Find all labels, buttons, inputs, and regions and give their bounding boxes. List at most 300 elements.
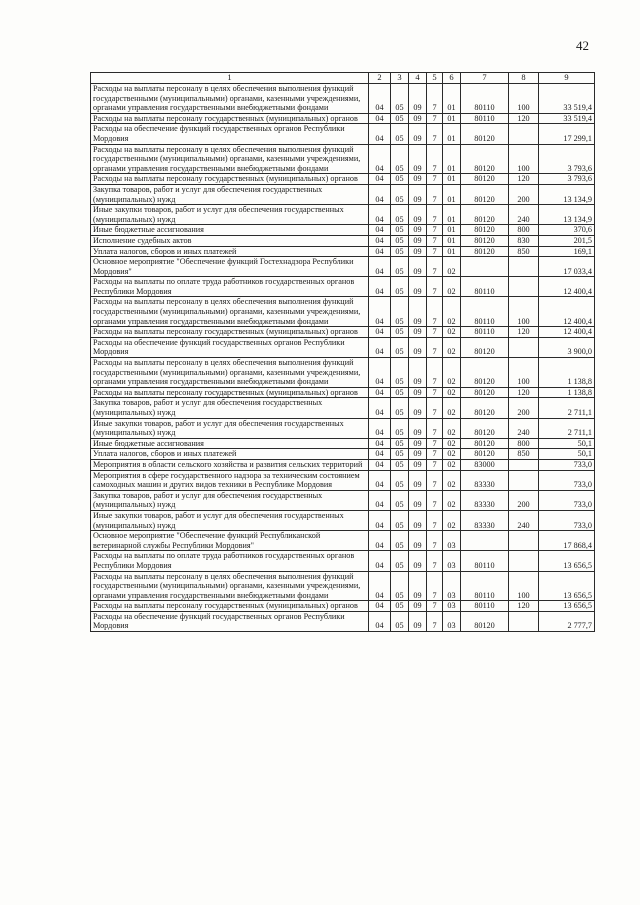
row-code-cell: 04 [369,531,391,551]
row-code-cell: 05 [391,571,409,601]
row-code-cell: 05 [391,490,409,510]
row-code-cell: 04 [369,277,391,297]
row-sum-cell: 13 134,9 [539,184,595,204]
row-code-cell: 83330 [461,510,509,530]
row-sum-cell: 733,0 [539,510,595,530]
table-row [91,235,595,246]
row-code-cell: 02 [443,387,461,398]
row-code-cell: 05 [391,246,409,257]
row-code-cell: 04 [369,327,391,338]
row-name-cell: Иные бюджетные ассигнования [91,225,369,236]
row-sum-cell: 733,0 [539,459,595,470]
row-code-cell: 100 [509,84,539,114]
row-name-cell: Расходы на обеспечение функций государственных органов Республики Мордовия [91,337,369,357]
row-code-cell: 02 [443,337,461,357]
row-code-cell: 09 [409,174,427,185]
row-name-cell: Расходы на выплаты персоналу государственных (муниципальных) органов [91,113,369,124]
row-name-cell: Мероприятия в сфере государственного надзора за техническим состоянием самоходных машин и других видов техники в Республике Мордовия [91,470,369,490]
row-name-cell: Расходы на выплаты по оплате труда работников государственных органов Республики Мордовия [91,277,369,297]
row-code-cell: 120 [509,113,539,124]
row-name-cell: Уплата налогов, сборов и иных платежей [91,246,369,257]
row-sum-cell: 13 656,5 [539,571,595,601]
row-code-cell [509,531,539,551]
row-name-cell: Закупка товаров, работ и услуг для обеспечения государственных (муниципальных) нужд [91,184,369,204]
row-name-cell: Расходы на выплаты по оплате труда работников государственных органов Республики Мордовия [91,551,369,571]
row-code-cell: 09 [409,438,427,449]
table-row [91,611,595,631]
row-code-cell: 05 [391,531,409,551]
column-header: 8 [509,73,539,84]
table-row [91,387,595,398]
table-row [91,531,595,551]
row-sum-cell: 13 656,5 [539,601,595,612]
row-code-cell: 01 [443,235,461,246]
row-code-cell: 09 [409,297,427,327]
row-code-cell: 7 [427,235,443,246]
row-sum-cell: 17 033,4 [539,257,595,277]
row-code-cell: 09 [409,113,427,124]
row-sum-cell: 370,6 [539,225,595,236]
row-code-cell: 05 [391,277,409,297]
row-code-cell: 80120 [461,418,509,438]
row-code-cell: 7 [427,358,443,388]
row-name-cell: Закупка товаров, работ и услуг для обеспечения государственных (муниципальных) нужд [91,398,369,418]
row-code-cell: 80120 [461,184,509,204]
row-code-cell: 04 [369,297,391,327]
row-code-cell: 03 [443,531,461,551]
row-code-cell: 09 [409,571,427,601]
table-row [91,113,595,124]
row-code-cell: 05 [391,510,409,530]
page-number: 42 [576,38,589,53]
row-code-cell: 80110 [461,551,509,571]
row-code-cell: 05 [391,611,409,631]
row-code-cell: 02 [443,459,461,470]
row-sum-cell: 13 656,5 [539,551,595,571]
row-sum-cell: 17 868,4 [539,531,595,551]
column-header: 5 [427,73,443,84]
row-code-cell: 830 [509,235,539,246]
row-code-cell: 04 [369,601,391,612]
table-row [91,337,595,357]
table-row [91,84,595,114]
row-code-cell: 09 [409,205,427,225]
row-code-cell: 04 [369,257,391,277]
row-code-cell: 09 [409,449,427,460]
row-name-cell: Расходы на выплаты персоналу в целях обеспечения выполнения функций государственными (муниципальными) органами, казенными учреждениями, органами управления государственными внебюджетными фондами [91,358,369,388]
table-row [91,449,595,460]
table-row [91,358,595,388]
row-code-cell: 04 [369,246,391,257]
row-code-cell: 04 [369,235,391,246]
row-code-cell: 80120 [461,205,509,225]
table-row [91,459,595,470]
row-code-cell: 7 [427,510,443,530]
row-code-cell: 09 [409,277,427,297]
column-header: 3 [391,73,409,84]
row-code-cell: 02 [443,297,461,327]
row-code-cell [509,337,539,357]
row-code-cell: 09 [409,225,427,236]
row-code-cell: 04 [369,459,391,470]
row-code-cell: 01 [443,84,461,114]
row-code-cell: 02 [443,277,461,297]
row-code-cell: 04 [369,205,391,225]
row-code-cell: 7 [427,601,443,612]
row-code-cell: 05 [391,113,409,124]
table-row [91,327,595,338]
row-code-cell: 200 [509,398,539,418]
row-sum-cell: 733,0 [539,490,595,510]
row-code-cell: 05 [391,358,409,388]
row-code-cell: 04 [369,84,391,114]
row-code-cell: 04 [369,418,391,438]
row-code-cell: 04 [369,225,391,236]
row-code-cell: 7 [427,327,443,338]
row-code-cell: 80110 [461,601,509,612]
row-code-cell: 09 [409,510,427,530]
row-name-cell: Иные закупки товаров, работ и услуг для обеспечения государственных (муниципальных) нужд [91,418,369,438]
row-code-cell: 80110 [461,297,509,327]
row-sum-cell: 12 400,4 [539,297,595,327]
row-name-cell: Расходы на обеспечение функций государственных органов Республики Мордовия [91,611,369,631]
row-code-cell: 120 [509,601,539,612]
row-code-cell: 7 [427,205,443,225]
row-code-cell: 80120 [461,144,509,174]
row-name-cell: Расходы на выплаты персоналу в целях обеспечения выполнения функций государственными (муниципальными) органами, казенными учреждениями, органами управления государственными внебюджетными фондами [91,84,369,114]
row-code-cell: 80120 [461,174,509,185]
row-code-cell: 09 [409,144,427,174]
table-body [91,84,595,632]
row-code-cell: 7 [427,246,443,257]
row-code-cell: 01 [443,174,461,185]
row-code-cell: 09 [409,257,427,277]
row-code-cell: 100 [509,144,539,174]
row-code-cell [461,257,509,277]
row-code-cell: 05 [391,470,409,490]
row-code-cell: 09 [409,327,427,338]
row-code-cell: 01 [443,225,461,236]
row-code-cell: 09 [409,398,427,418]
row-code-cell: 04 [369,490,391,510]
row-code-cell: 02 [443,449,461,460]
row-code-cell [509,470,539,490]
row-name-cell: Расходы на выплаты персоналу государственных (муниципальных) органов [91,601,369,612]
row-code-cell: 02 [443,510,461,530]
row-code-cell: 03 [443,571,461,601]
row-code-cell: 05 [391,235,409,246]
row-code-cell: 04 [369,611,391,631]
row-code-cell: 7 [427,184,443,204]
row-code-cell: 09 [409,184,427,204]
row-name-cell: Иные закупки товаров, работ и услуг для обеспечения государственных (муниципальных) нужд [91,205,369,225]
row-code-cell: 7 [427,124,443,144]
row-code-cell: 80120 [461,246,509,257]
row-code-cell: 04 [369,387,391,398]
row-code-cell: 09 [409,84,427,114]
row-code-cell: 05 [391,205,409,225]
row-code-cell: 80120 [461,124,509,144]
row-code-cell: 09 [409,611,427,631]
row-sum-cell: 13 134,9 [539,205,595,225]
table-row [91,246,595,257]
row-code-cell: 200 [509,184,539,204]
row-code-cell: 05 [391,144,409,174]
row-name-cell: Мероприятия в области сельского хозяйства и развития сельских территорий [91,459,369,470]
row-code-cell: 09 [409,601,427,612]
row-code-cell: 04 [369,358,391,388]
row-code-cell: 7 [427,459,443,470]
table-row [91,225,595,236]
row-code-cell: 80110 [461,113,509,124]
row-name-cell: Расходы на выплаты персоналу в целях обеспечения выполнения функций государственными (муниципальными) органами, казенными учреждениями, органами управления государственными внебюджетными фондами [91,571,369,601]
column-header: 4 [409,73,427,84]
row-name-cell: Иные закупки товаров, работ и услуг для обеспечения государственных (муниципальных) нужд [91,510,369,530]
row-code-cell: 05 [391,418,409,438]
row-code-cell: 05 [391,225,409,236]
row-code-cell: 01 [443,144,461,174]
row-code-cell: 09 [409,387,427,398]
row-code-cell: 240 [509,205,539,225]
row-name-cell: Расходы на выплаты персоналу государственных (муниципальных) органов [91,327,369,338]
row-sum-cell: 12 400,4 [539,327,595,338]
row-code-cell [509,257,539,277]
row-code-cell [509,611,539,631]
row-code-cell: 05 [391,449,409,460]
table-row [91,510,595,530]
row-code-cell: 03 [443,601,461,612]
row-code-cell: 02 [443,358,461,388]
row-sum-cell: 2 711,1 [539,398,595,418]
row-code-cell: 01 [443,246,461,257]
table-header-row [91,73,595,84]
row-code-cell: 80120 [461,358,509,388]
row-code-cell: 83330 [461,490,509,510]
table-row [91,297,595,327]
row-code-cell: 02 [443,490,461,510]
row-code-cell: 7 [427,490,443,510]
column-header: 1 [91,73,369,84]
row-code-cell: 800 [509,225,539,236]
row-code-cell [509,124,539,144]
row-code-cell: 7 [427,144,443,174]
row-code-cell: 05 [391,257,409,277]
row-code-cell: 05 [391,297,409,327]
row-code-cell: 80120 [461,449,509,460]
row-sum-cell: 2 777,7 [539,611,595,631]
row-code-cell: 04 [369,449,391,460]
row-sum-cell: 3 793,6 [539,144,595,174]
row-code-cell: 03 [443,551,461,571]
row-code-cell: 7 [427,225,443,236]
row-code-cell: 7 [427,449,443,460]
row-code-cell: 04 [369,551,391,571]
row-name-cell: Расходы на выплаты персоналу государственных (муниципальных) органов [91,174,369,185]
row-code-cell: 80110 [461,277,509,297]
row-code-cell: 05 [391,438,409,449]
table-row [91,571,595,601]
row-code-cell: 7 [427,470,443,490]
table-row [91,184,595,204]
row-name-cell: Расходы на выплаты персоналу в целях обеспечения выполнения функций государственными (муниципальными) органами, казенными учреждениями, органами управления государственными внебюджетными фондами [91,144,369,174]
row-code-cell: 7 [427,531,443,551]
row-code-cell: 04 [369,144,391,174]
row-code-cell: 7 [427,387,443,398]
table-row [91,438,595,449]
row-code-cell: 01 [443,184,461,204]
table-row [91,601,595,612]
row-name-cell: Расходы на выплаты персоналу государственных (муниципальных) органов [91,387,369,398]
row-code-cell: 80110 [461,327,509,338]
row-code-cell: 02 [443,398,461,418]
table-row [91,490,595,510]
row-code-cell: 7 [427,84,443,114]
row-code-cell: 04 [369,470,391,490]
row-code-cell: 02 [443,327,461,338]
row-code-cell: 120 [509,174,539,185]
row-code-cell: 7 [427,571,443,601]
column-header: 6 [443,73,461,84]
row-code-cell: 7 [427,174,443,185]
row-code-cell: 05 [391,184,409,204]
row-code-cell: 100 [509,297,539,327]
row-code-cell: 240 [509,418,539,438]
row-sum-cell: 2 711,1 [539,418,595,438]
row-sum-cell: 33 519,4 [539,84,595,114]
row-code-cell: 80120 [461,611,509,631]
row-sum-cell: 33 519,4 [539,113,595,124]
row-code-cell: 04 [369,184,391,204]
row-code-cell: 80120 [461,337,509,357]
row-code-cell: 80110 [461,571,509,601]
table-row [91,277,595,297]
row-code-cell: 09 [409,470,427,490]
table-row [91,144,595,174]
row-code-cell: 04 [369,438,391,449]
row-code-cell: 7 [427,438,443,449]
table-row [91,470,595,490]
row-code-cell: 100 [509,358,539,388]
row-code-cell: 05 [391,398,409,418]
row-code-cell: 7 [427,611,443,631]
row-code-cell: 240 [509,510,539,530]
row-code-cell: 80120 [461,438,509,449]
row-code-cell: 7 [427,297,443,327]
row-sum-cell: 50,1 [539,438,595,449]
row-code-cell: 80120 [461,235,509,246]
row-code-cell: 7 [427,418,443,438]
row-code-cell: 05 [391,601,409,612]
row-code-cell: 7 [427,398,443,418]
row-sum-cell: 1 138,8 [539,387,595,398]
row-code-cell: 100 [509,571,539,601]
row-code-cell: 09 [409,418,427,438]
row-code-cell: 05 [391,387,409,398]
row-code-cell: 80120 [461,398,509,418]
row-code-cell: 7 [427,551,443,571]
row-sum-cell: 12 400,4 [539,277,595,297]
row-code-cell: 850 [509,449,539,460]
row-code-cell: 09 [409,531,427,551]
row-code-cell: 04 [369,571,391,601]
row-code-cell: 09 [409,124,427,144]
row-code-cell: 04 [369,113,391,124]
row-code-cell: 83330 [461,470,509,490]
row-sum-cell: 1 138,8 [539,358,595,388]
table-row [91,257,595,277]
row-name-cell: Основное мероприятие "Обеспечение функций Республиканской ветеринарной службы Республики Мордовия" [91,531,369,551]
row-code-cell: 05 [391,459,409,470]
table-row [91,124,595,144]
row-code-cell: 83000 [461,459,509,470]
row-code-cell: 09 [409,551,427,571]
row-code-cell: 03 [443,611,461,631]
row-code-cell: 02 [443,257,461,277]
row-code-cell: 09 [409,459,427,470]
row-sum-cell: 169,1 [539,246,595,257]
row-code-cell: 09 [409,490,427,510]
row-name-cell: Уплата налогов, сборов и иных платежей [91,449,369,460]
row-code-cell [509,277,539,297]
column-header: 2 [369,73,391,84]
table-row [91,205,595,225]
row-name-cell: Исполнение судебных актов [91,235,369,246]
row-sum-cell: 201,5 [539,235,595,246]
row-code-cell: 7 [427,277,443,297]
row-code-cell: 02 [443,438,461,449]
row-code-cell: 05 [391,327,409,338]
row-code-cell: 80110 [461,84,509,114]
row-code-cell: 05 [391,337,409,357]
row-code-cell: 01 [443,124,461,144]
row-code-cell: 04 [369,510,391,530]
row-code-cell [461,531,509,551]
row-code-cell: 05 [391,174,409,185]
row-code-cell: 02 [443,418,461,438]
row-code-cell: 80120 [461,387,509,398]
table-row [91,551,595,571]
row-code-cell: 04 [369,337,391,357]
row-code-cell: 04 [369,174,391,185]
row-code-cell: 7 [427,113,443,124]
row-code-cell: 09 [409,358,427,388]
table-row [91,398,595,418]
row-code-cell: 01 [443,205,461,225]
row-name-cell: Расходы на выплаты персоналу в целях обеспечения выполнения функций государственными (муниципальными) органами, казенными учреждениями, органами управления государственными внебюджетными фондами [91,297,369,327]
row-code-cell: 120 [509,387,539,398]
row-name-cell: Закупка товаров, работ и услуг для обеспечения государственных (муниципальных) нужд [91,490,369,510]
row-sum-cell: 3 793,6 [539,174,595,185]
row-sum-cell: 3 900,0 [539,337,595,357]
column-header: 7 [461,73,509,84]
table-row [91,174,595,185]
row-code-cell: 09 [409,246,427,257]
row-name-cell: Иные бюджетные ассигнования [91,438,369,449]
row-sum-cell: 17 299,1 [539,124,595,144]
row-code-cell: 01 [443,113,461,124]
row-code-cell: 05 [391,551,409,571]
row-sum-cell: 50,1 [539,449,595,460]
row-code-cell: 7 [427,257,443,277]
row-code-cell: 09 [409,337,427,357]
row-code-cell [509,459,539,470]
row-code-cell: 04 [369,124,391,144]
row-code-cell: 09 [409,235,427,246]
row-code-cell: 80120 [461,225,509,236]
row-code-cell: 850 [509,246,539,257]
row-code-cell: 04 [369,398,391,418]
row-code-cell [509,551,539,571]
